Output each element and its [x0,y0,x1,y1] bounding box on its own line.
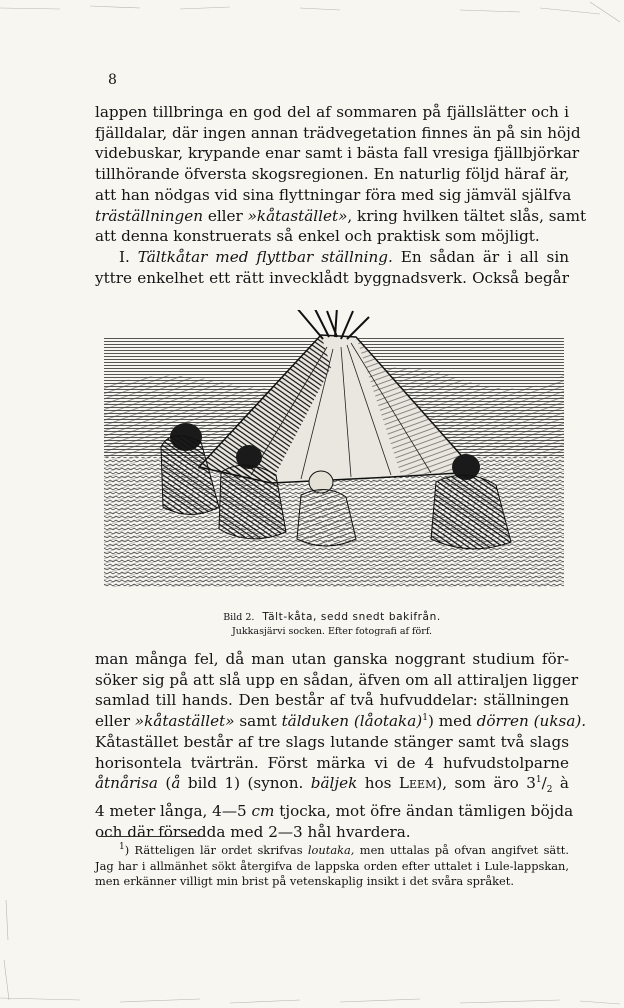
text-line: man många fel, då man utan ganska noggrant studium för- [95,650,569,668]
text-run: bild 1) (synon. [180,774,311,793]
text-line: fjälldalar, där ingen annan trädvegetation finnes än på sin höjd [95,123,581,142]
text-line: lappen tillbringa en god del af sommaren på fjällslätter och i [95,103,569,121]
tent-illustration [101,307,567,597]
text-run: 4 meter långa, 4—5 [95,801,252,820]
text-line [95,711,587,732]
text-run: eller [95,712,135,731]
text-line: horisontela tvärträn. Först märka vi de 4 hufvudstolparne [95,753,569,772]
italic-term: »kåtastället» [247,206,348,225]
footnote-line: men erkänner villigt min brist på vetenskaplig insikt i det svåra språket. [95,874,514,889]
text-run: ) med [427,712,477,731]
author-name: Leem [398,774,437,793]
text-line: yttre enkelhet ett rätt invecklådt byggnadsverk. Också begår [95,268,569,287]
footnote-line: Jag har i allmänhet sökt återgifva de lappska orden efter uttalet i Lule-lappskan, [95,858,569,873]
italic-term: träställningen [95,206,203,225]
text-line: samlad till hands. Den består af två hufvuddelar: ställningen [95,691,569,710]
text-line: att han nödgas vid sina flyttningar föra med sig jämväl själfva [95,185,572,204]
footnote [95,843,569,890]
footnote-marker: 1 [119,842,125,853]
text-run: ), som äro 3 [436,774,536,793]
footnote-rule [99,836,203,837]
text-line [95,773,569,801]
text-run: hos [357,774,399,793]
italic-term: »kåtastället» [134,712,235,731]
text-run: eller [203,206,248,225]
tent-poles [296,307,369,339]
text-run: / [541,774,547,793]
section-title: Tältkåtar med flyttbar ställning. [137,247,393,266]
text-run: En sådan är i all sin [392,247,569,266]
footnote-ref: 1 [422,713,428,724]
section-heading-line [95,247,569,268]
text-run: ) Rätteligen lär ordet skrifvas [124,843,308,857]
text-run: à [552,774,569,793]
text-line: och där försedda med 2—3 hål hvardera. [95,822,411,841]
italic-term: åtnårisa [95,774,158,793]
figure-caption [95,611,569,623]
fraction-denominator: 2 [546,785,553,796]
text-line [95,801,574,822]
italic-term: loutaka, [307,843,355,857]
section-number: I. [119,247,138,266]
text-line: tillhörande öfversta skogsregionen. En naturlig följd häraf är, [95,165,570,184]
italic-term: tälduken (låotaka) [281,712,423,731]
text-run: tjocka, mot öfre ändan tämligen böjda [274,801,574,820]
figure-label: Bild 2. [223,612,255,623]
figure-title: Tält-kåta, sedd snedt bakifrån. [262,611,441,623]
italic-term: å [171,774,181,793]
text-run: ( [157,774,172,793]
text-run: men uttalas på ofvan angifvet sätt. [354,843,569,857]
fraction-numerator: 1 [535,775,542,786]
text-line: att denna konstruerats så enkel och praktisk som möjligt. [95,227,540,246]
italic-term: dörren (uksa). [476,712,587,731]
text-run: , kring hvilken tältet slås, samt [347,206,587,225]
text-line: Kåtastället består af tre slags lutande stänger samt två slags [95,732,569,751]
text-line: söker sig på att slå upp en sådan, äfven om all attiraljen ligger [95,670,579,689]
italic-term: bäljek [310,774,358,793]
italic-term: cm [251,801,275,820]
paragraph-1 [95,102,587,288]
text-run: samt [234,712,282,731]
page-number: 8 [108,72,117,88]
paragraph-2 [95,649,587,842]
text-line: videbuskar, krypande enar samt i bästa fall vresiga fjällbjörkar [95,144,580,163]
figure-subcaption: Jukkasjärvi socken. Efter fotografi af förf. [231,626,433,637]
footnote-line [95,843,569,859]
text-line [95,206,587,227]
